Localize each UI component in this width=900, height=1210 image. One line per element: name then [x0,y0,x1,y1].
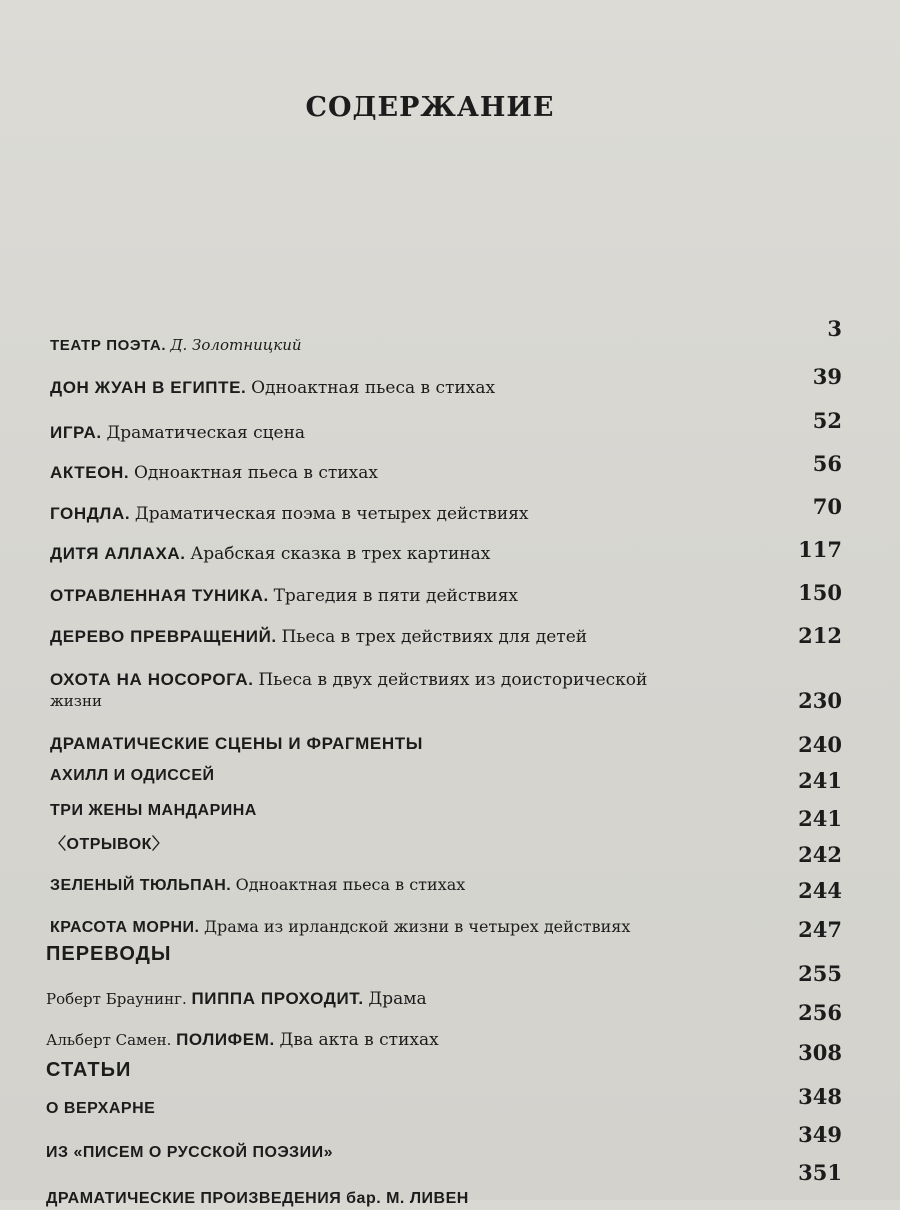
toc-entry-text [50,503,529,525]
toc-entry-text [50,800,257,822]
entry-title: ИЗ «ПИСЕМ О РУССКОЙ ПОЭЗИИ» [46,1144,333,1161]
page-number: 3 [827,316,842,341]
page-number: 256 [798,1000,842,1025]
entry-description: Одноактная пьеса в стихах [133,463,378,483]
entry-title: ДРАМАТИЧЕСКИЕ СЦЕНЫ И ФРАГМЕНТЫ [50,734,423,753]
entry-title: КРАСОТА МОРНИ. [50,919,200,936]
toc-entry-text [50,462,378,484]
page-number: 240 [798,732,842,757]
entry-description: Драматическая поэма в четырех действиях [134,504,529,524]
page-number: 308 [798,1040,842,1065]
toc-entry-text [50,543,490,565]
entry-title: ДОН ЖУАН В ЕГИПТЕ. [50,378,247,397]
page-number: 70 [812,494,842,519]
entry-title: 〈ОТРЫВОК〉 [50,836,169,853]
entry-description: Пьеса в двух действиях из доисторической [258,670,648,690]
toc-entry-text [50,834,168,856]
toc-entry-text [50,626,587,648]
entry-description: Арабская сказка в трех картинах [190,544,491,564]
entry-author: Роберт Браунинг. [46,990,187,1008]
page-number: 241 [798,806,842,831]
toc-entry-text [50,765,214,787]
page-number: 56 [812,451,842,476]
page-number: 39 [812,364,842,389]
page-number: 230 [798,688,842,713]
page-title: СОДЕРЖАНИЕ [305,92,555,123]
page-number: 241 [798,768,842,793]
entry-description: Трагедия в пяти действиях [273,586,519,606]
section-heading-translations: ПЕРЕВОДЫ [46,943,172,965]
entry-description: Одноактная пьеса в стихах [251,378,496,398]
toc-entry-text [46,1188,469,1210]
entry-description-continued: жизни [50,692,102,710]
entry-title: ГОНДЛА. [50,504,131,523]
entry-title: ПИППА ПРОХОДИТ. [191,989,364,1008]
entry-title: ТЕАТР ПОЭТА. [50,337,167,354]
page-number: 52 [812,408,842,433]
entry-title: ДРАМАТИЧЕСКИЕ ПРОИЗВЕДЕНИЯ бар. М. ЛИВЕН [46,1190,469,1207]
entry-title: ДИТЯ АЛЛАХА. [50,544,186,563]
toc-entry-text [50,422,305,444]
entry-description: Д. Золотницкий [170,336,302,354]
entry-title: ИГРА. [50,423,102,442]
entry-description: Драма из ирландской жизни в четырех действиях [203,917,631,936]
toc-entry-text [46,1098,155,1120]
toc-entry-text [50,916,630,939]
entry-description: Драма [368,989,427,1009]
toc-entry-text [50,874,465,897]
toc-entry-text [50,669,647,691]
entry-description: Пьеса в трех действиях для детей [281,627,588,647]
page-number: 348 [798,1084,842,1109]
toc-entry-text [50,733,423,755]
entry-title: О ВЕРХАРНЕ [46,1100,156,1117]
page-number: 247 [798,917,842,942]
page-number: 349 [798,1122,842,1147]
entry-title: ПОЛИФЕМ. [176,1030,275,1049]
entry-title: ОХОТА НА НОСОРОГА. [50,670,254,689]
entry-title: АХИЛЛ И ОДИССЕЙ [50,767,215,784]
entry-description: Одноактная пьеса в стихах [235,875,466,894]
entry-title: ЗЕЛЕНЫЙ ТЮЛЬПАН. [50,877,232,894]
toc-entry-text [50,377,495,399]
toc-entry-text [46,1142,333,1164]
page-number: 351 [798,1160,842,1185]
toc-entry-text [50,334,302,357]
page-number: 150 [798,580,842,605]
entry-description: Два акта в стихах [279,1030,439,1050]
entry-title: АКТЕОН. [50,463,130,482]
section-heading-articles: СТАТЬИ [46,1059,132,1081]
page-number: 244 [798,878,842,903]
page-number: 242 [798,842,842,867]
page-number: 212 [798,623,842,648]
entry-title: ТРИ ЖЕНЫ МАНДАРИНА [50,802,257,819]
toc-entry-text [46,1029,439,1051]
entry-title: ОТРАВЛЕННАЯ ТУНИКА. [50,586,269,605]
entry-title: ДЕРЕВО ПРЕВРАЩЕНИЙ. [50,627,277,646]
toc-entry-text [50,585,518,607]
entry-author: Альберт Самен. [46,1031,172,1049]
entry-description: Драматическая сцена [106,423,306,443]
page-number: 117 [798,537,842,562]
toc-entry-text [46,988,427,1010]
page-number: 255 [798,961,842,986]
